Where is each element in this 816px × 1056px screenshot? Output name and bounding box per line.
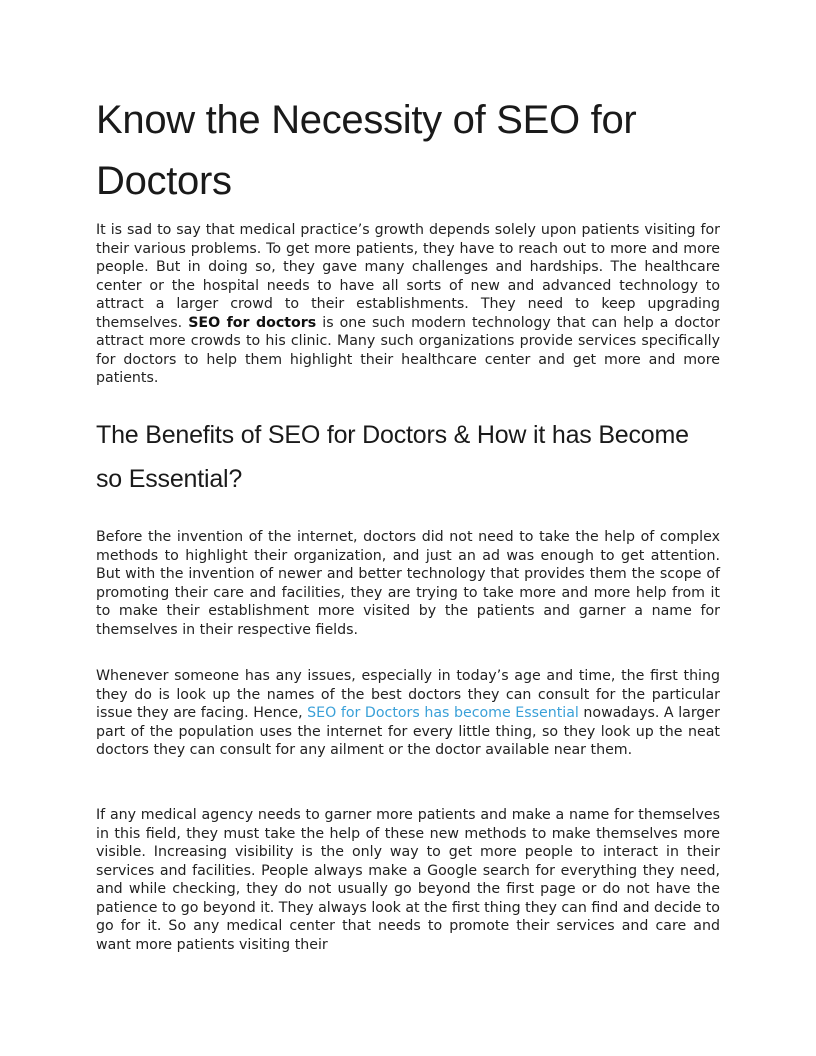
seo-essential-link[interactable]: SEO for Doctors has become Essential <box>307 705 579 721</box>
paragraph-search <box>96 667 720 760</box>
paragraph-history: Before the invention of the internet, doctors did not need to take the help of complex methods to highlight their organization, and just an ad was enough to get attention. But with the invention of newer and better technology that provides them the scope of promoting their care and facilities, they are trying to take more and more help from it to make their establishment more visited by the patients and garner a name for themselves in their respective fields. <box>96 529 720 638</box>
page-title: Know the Necessity of SEO for Doctors <box>96 98 637 203</box>
intro-paragraph <box>96 221 720 388</box>
section-heading: The Benefits of SEO for Doctors & How it has Become so Essential? <box>96 421 689 493</box>
search-text-end: nowadays. A larger part of the population uses the internet for every little thing, so they look up the neat doctors they can consult for any ailment or the doctor available near them. <box>96 705 720 758</box>
seo-for-doctors-bold: SEO for doctors <box>188 314 317 331</box>
intro-text-end: is one such modern technology that can help a doctor attract more crowds to his clinic. Many such organizations provide services specifically for doctors to help them highlight their healthcare center and get more and more patients. <box>96 314 720 386</box>
search-text-start: Whenever someone has any issues, especially in today’s age and time, the first thing they do is look up the names of the best doctors they can consult for the particular issue they are facing. Hence, <box>96 668 720 721</box>
paragraph-visibility: If any medical agency needs to garner more patients and make a name for themselves in this field, they must take the help of these new methods to make themselves more visible. Increasing visibility is the only way to get more people to interact in their services and facilities. People always make a Google search for everything they need, and while checking, they do not usually go beyond the first page or do not have the patience to go beyond it. They always look at the first thing they can find and decide to go for it. So any medical center that needs to promote their services and care and want more patients visiting their <box>96 807 720 953</box>
intro-text-start: It is sad to say that medical practice’s growth depends solely upon patients visiting for their various problems. To get more patients, they have to reach out to more and more people. But in doing so, they gave many challenges and hardships. The healthcare center or the hospital needs to have all sorts of new and advanced technology to attract a larger crowd to their establishments. They need to keep upgrading themselves. <box>96 222 720 331</box>
